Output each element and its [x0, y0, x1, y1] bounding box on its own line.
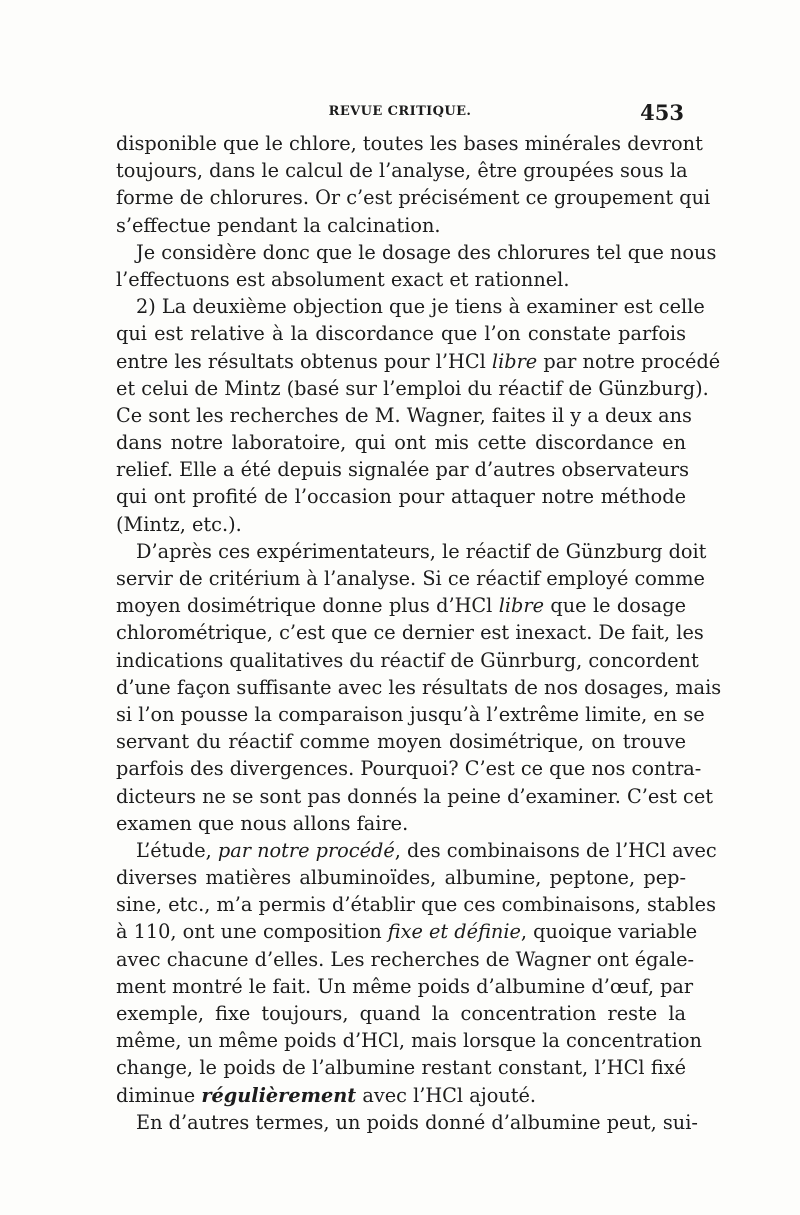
text-line: [116, 130, 703, 157]
text-line: [116, 1109, 698, 1136]
text-segment: exemple, fixe toujours, quand la concentration reste la: [116, 1002, 686, 1025]
text-segment: En d’autres termes, un poids donné d’albumine peut, sui-: [136, 1110, 698, 1134]
text-line: [116, 1082, 686, 1109]
text-line: [116, 891, 716, 918]
text-segment: relief. Elle a été depuis signalée par d’autres observateurs: [116, 458, 690, 482]
text-line: [116, 456, 690, 483]
text-segment: et celui de Mintz (basé sur l’emploi du réactif de Günzburg).: [116, 376, 709, 400]
text-segment: toujours, dans le calcul de l’analyse, être groupées sous la: [116, 159, 688, 183]
text-segment: si l’on pousse la comparaison jusqu’à l’extrême limite, en se: [116, 702, 705, 726]
text-segment: avec l’HCl ajouté.: [356, 1083, 537, 1107]
text-line: [116, 511, 686, 538]
text-line: [116, 701, 705, 728]
text-segment: d’une façon suffisante avec les résultats de nos dosages, mais: [116, 675, 722, 699]
text-line: [116, 973, 694, 1000]
text-line: [116, 783, 713, 810]
text-segment: examen que nous allons faire.: [116, 811, 409, 835]
text-segment: servir de critérium à l’analyse. Si ce réactif employé comme: [116, 567, 705, 590]
text-segment: sine, etc., m’a permis d’établir que ces combinaisons, stables: [116, 893, 716, 917]
text-line: [116, 402, 692, 429]
text-line: [116, 212, 686, 239]
text-line: [116, 538, 707, 565]
text-line: [116, 157, 686, 184]
text-segment: disponible que le chlore, toutes les bases minérales devront: [116, 132, 703, 155]
text-line: [116, 674, 722, 701]
text-line: [116, 837, 717, 864]
text-segment: que le dosage: [544, 594, 686, 618]
italic-text: par notre procédé: [217, 838, 395, 862]
text-segment: qui ont profité de l’occasion pour attaquer notre méthode: [116, 485, 686, 509]
text-line: [116, 565, 705, 592]
text-line: [116, 810, 686, 837]
text-segment: L’étude,: [136, 838, 218, 862]
text-segment: , quoique variable: [520, 920, 698, 944]
text-segment: s’effectue pendant la calcination.: [116, 213, 441, 237]
text-line: [116, 755, 702, 782]
text-segment: diverses matières albuminoïdes, albumine, peptone, pep-: [116, 866, 686, 890]
running-title: REVUE CRITIQUE.: [328, 104, 472, 119]
text-segment: parfois des divergences. Pourquoi? C’est ce que nos contra-: [116, 757, 702, 781]
text-line: [116, 728, 686, 755]
text-segment: change, le poids de l’albumine restant constant, l’HCl fixé: [116, 1056, 686, 1080]
text-segment: l’effectuons est absolument exact et rationnel.: [116, 267, 570, 291]
text-line: [116, 647, 699, 674]
text-line: [116, 1000, 686, 1027]
text-segment: à 110, ont une composition: [116, 920, 388, 944]
text-line: [116, 293, 705, 320]
page-number: 453: [640, 100, 684, 125]
italic-text: fixe et définie: [387, 920, 521, 944]
text-segment: Je considère donc que le dosage des chlorures tel que nous: [136, 240, 717, 264]
text-line: [116, 348, 721, 375]
text-segment: (Mintz, etc.).: [116, 512, 242, 536]
text-segment: qui est relative à la discordance que l’on constate parfois: [116, 322, 686, 346]
text-segment: par notre procédé: [537, 349, 721, 373]
text-segment: dicteurs ne se sont pas donnés la peine d’examiner. C’est cet: [116, 784, 713, 808]
text-line: [116, 592, 686, 619]
text-segment: moyen dosimétrique donne plus d’HCl: [116, 594, 499, 618]
text-line: [116, 918, 698, 945]
text-segment: chlorométrique, c’est que ce dernier est inexact. De fait, les: [116, 621, 704, 645]
text-line: [116, 184, 711, 211]
text-segment: dans notre laboratoire, qui ont mis cette discordance en: [116, 431, 686, 455]
text-segment: ment montré le fait. Un même poids d’albumine d’œuf, par: [116, 974, 694, 998]
text-segment: entre les résultats obtenus pour l’HCl: [116, 349, 492, 373]
text-line: [116, 239, 717, 266]
text-segment: 2) La deuxième objection que je tiens à examiner est celle: [136, 295, 705, 319]
italic-text: libre: [498, 594, 545, 618]
body-text: [116, 130, 722, 1136]
text-line: [116, 1027, 702, 1054]
text-segment: diminue: [116, 1083, 202, 1107]
text-line: [116, 483, 686, 510]
text-line: [116, 429, 686, 456]
text-segment: D’après ces expérimentateurs, le réactif de Günzburg doit: [136, 539, 707, 563]
text-line: [116, 619, 704, 646]
text-line: [116, 946, 695, 973]
text-segment: servant du réactif comme moyen dosimétrique, on trouve: [116, 730, 686, 754]
text-line: [116, 375, 709, 402]
text-line: [116, 1054, 686, 1081]
text-line: [116, 864, 686, 891]
bold-italic-text: régulièrement: [201, 1083, 357, 1107]
running-head: [112, 100, 688, 128]
text-line: [116, 320, 686, 347]
text-segment: Ce sont les recherches de M. Wagner, faites il y a deux ans: [116, 403, 692, 427]
text-segment: forme de chlorures. Or c’est précisément ce groupement qui: [116, 186, 711, 210]
text-segment: même, un même poids d’HCl, mais lorsque la concentration: [116, 1029, 702, 1053]
text-segment: indications qualitatives du réactif de Günrburg, concordent: [116, 648, 699, 672]
text-line: [116, 266, 686, 293]
text-segment: , des combinaisons de l’HCl avec: [394, 838, 717, 862]
text-segment: avec chacune d’elles. Les recherches de Wagner ont égale-: [116, 947, 695, 971]
italic-text: libre: [491, 349, 538, 373]
